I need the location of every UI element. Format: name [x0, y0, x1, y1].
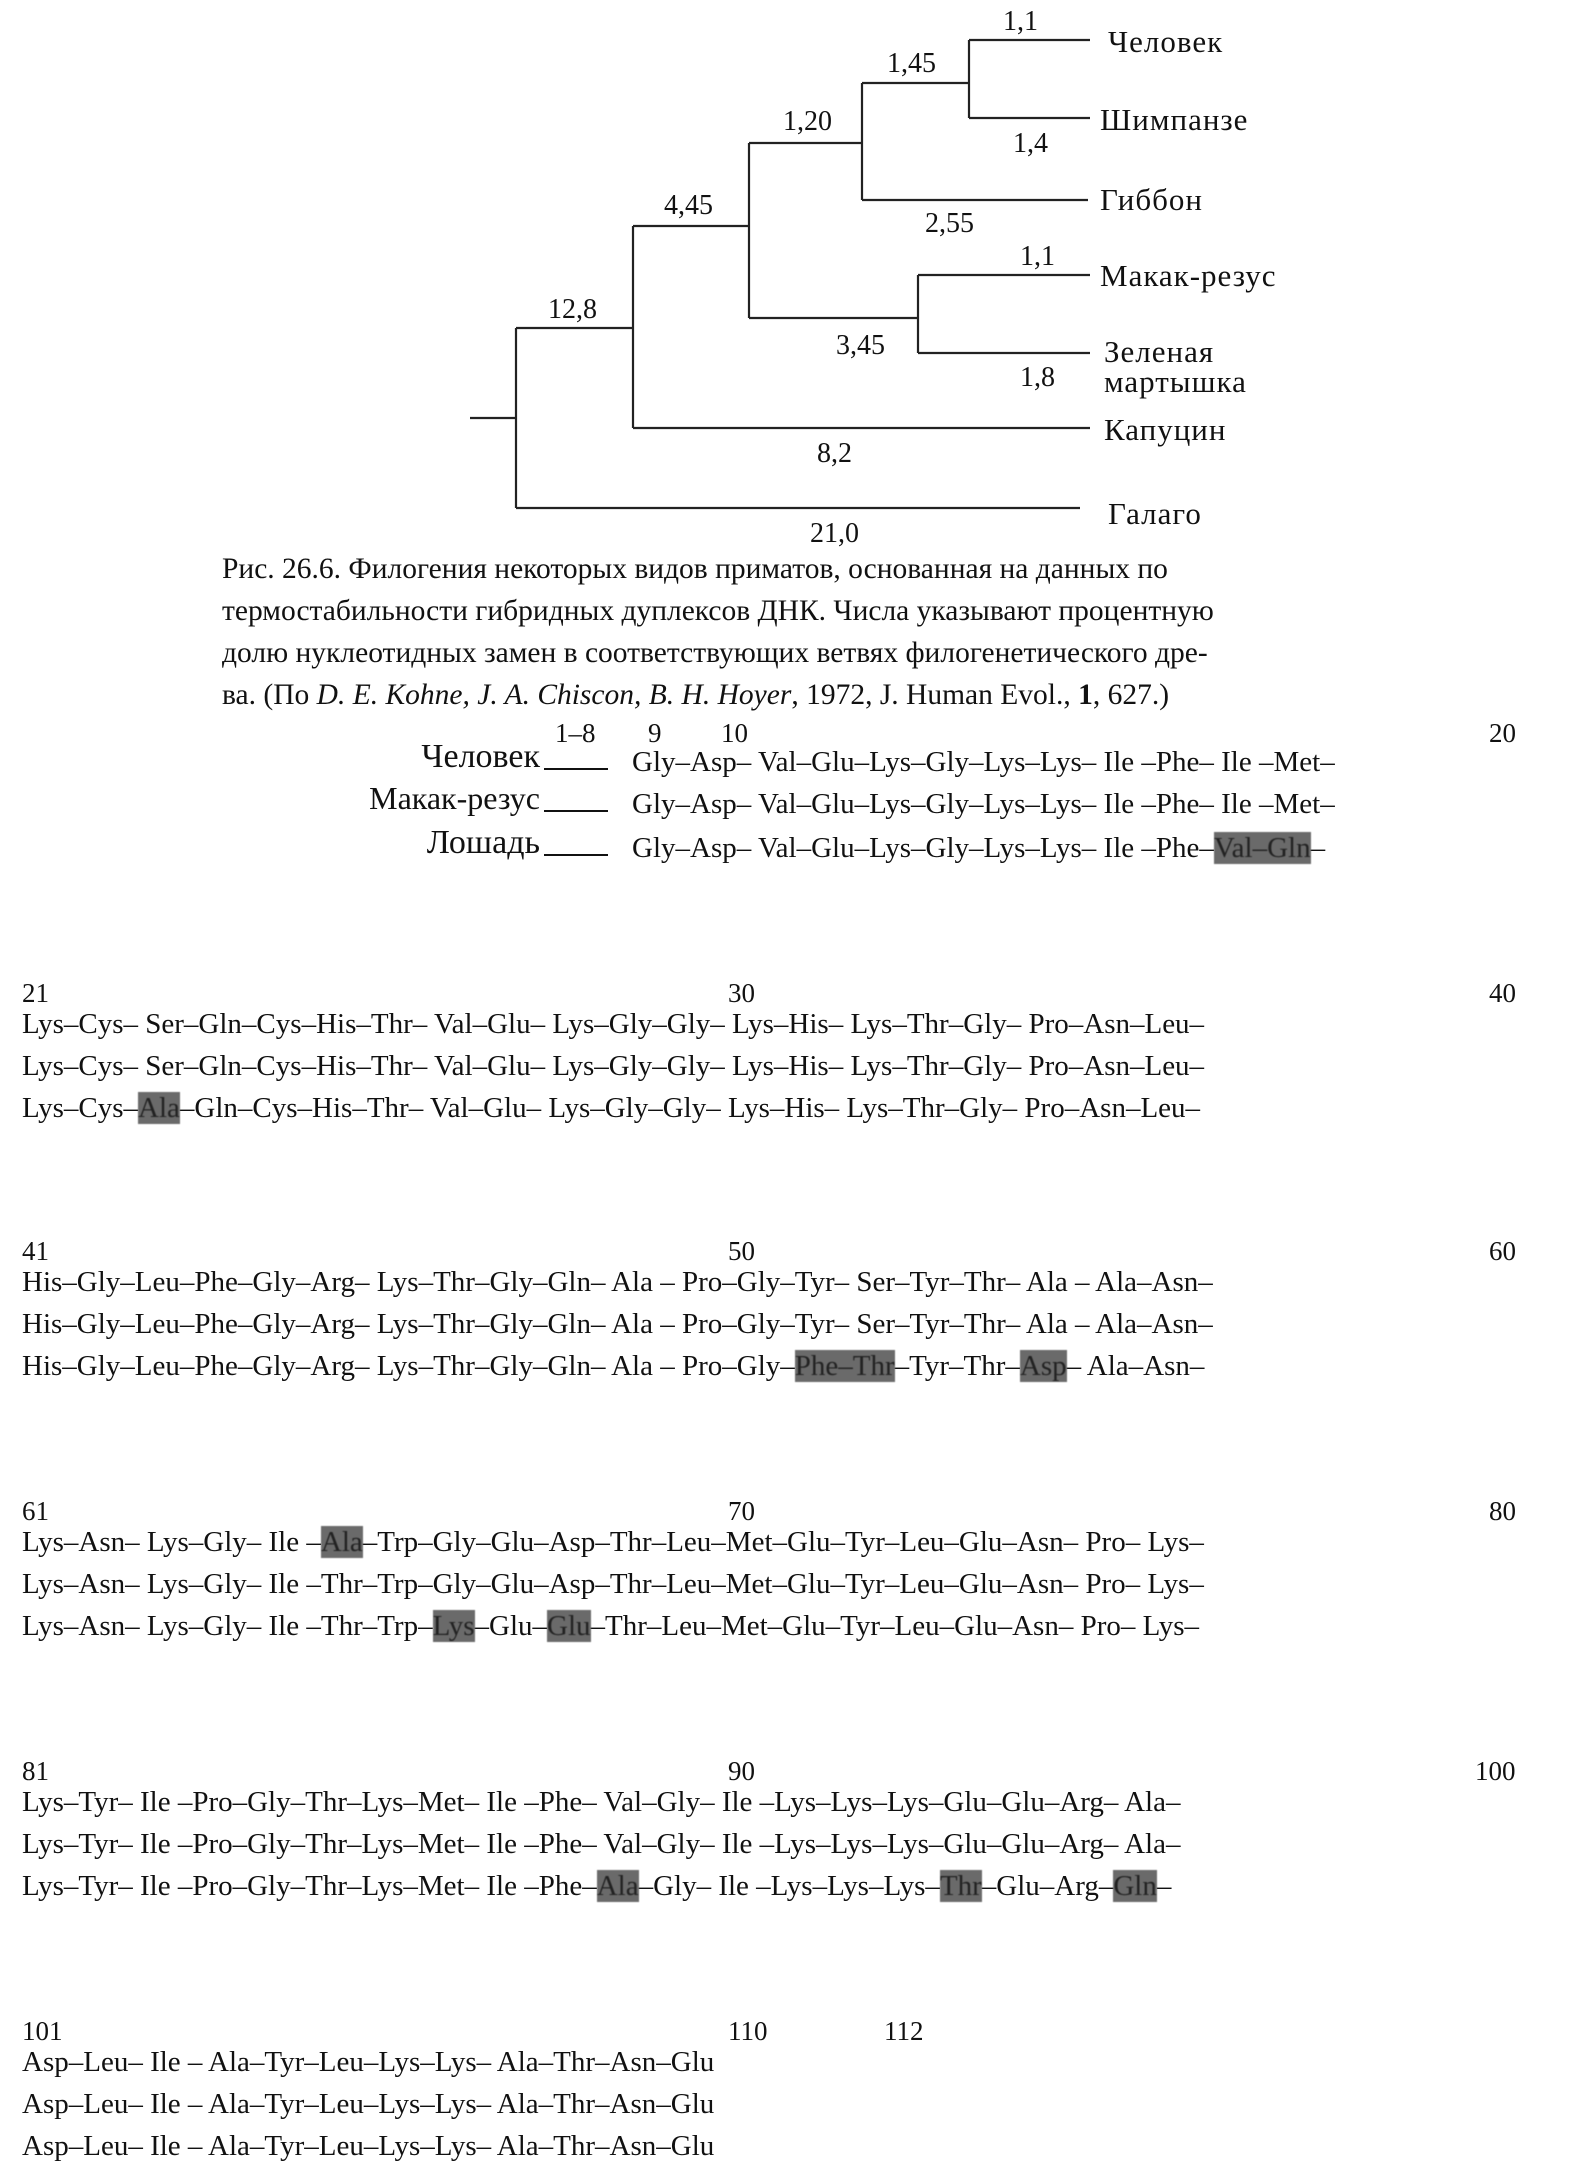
species-human: Человек	[421, 738, 540, 775]
figure-caption	[222, 548, 1547, 716]
taxon-human: Человек	[1108, 24, 1224, 59]
substitution-highlight: Thr	[939, 1870, 982, 1902]
taxon-galago: Галаго	[1108, 496, 1202, 531]
substitution-highlight: Glu	[547, 1610, 591, 1642]
residue-number: 112	[884, 2016, 924, 2046]
substitution-highlight: Ala	[596, 1870, 639, 1902]
taxon-gibbon: Гиббон	[1100, 182, 1203, 217]
caption-authors: D. E. Kohne, J. A. Chiscon, B. H. Hoyer	[316, 679, 792, 711]
taxon-chimpanzee: Шимпанзе	[1100, 102, 1249, 137]
sequence-row-horse: Asp–Leu– Ile – Ala–Tyr–Leu–Lys–Lys– Ala–Thr–Asn–Glu	[22, 2130, 715, 2162]
leader-line	[544, 810, 608, 812]
species-rhesus: Макак-резус	[369, 780, 540, 816]
caption-line: Рис. 26.6. Филогения некоторых видов приматов, основанная на данных по	[222, 553, 1168, 585]
sequence-row-human: Asp–Leu– Ile – Ala–Tyr–Leu–Lys–Lys– Ala–Thr–Asn–Glu	[22, 2046, 715, 2078]
residue-number: 21	[22, 978, 49, 1008]
branch-label-gibbon: 2,55	[925, 208, 974, 239]
caption-line: ва. (По D. E. Kohne, J. A. Chiscon, B. H. Hoyer, 1972, J. Human Evol., 1, 627.)	[222, 679, 1170, 711]
residue-number: 20	[1489, 718, 1516, 748]
residue-number: 30	[728, 978, 755, 1008]
sequence-row-human: Lys–Asn– Lys–Gly– Ile –Ala–Trp–Gly–Glu–Asp–Thr–Leu–Met–Glu–Tyr–Leu–Glu–Asn– Pro– Lys–	[22, 1526, 1204, 1558]
sequence-row-human: Gly–Asp– Val–Glu–Lys–Gly–Lys–Lys– Ile –Phe– Ile –Met–	[632, 746, 1335, 778]
sequence-row-horse: Lys–Asn– Lys–Gly– Ile –Thr–Trp–Lys–Glu–Glu–Thr–Leu–Met–Glu–Tyr–Leu–Glu–Asn– Pro– Lys–	[22, 1610, 1200, 1642]
leader-line	[544, 768, 608, 770]
branch-label-capuchin: 8,2	[817, 438, 852, 469]
branch-label-anthropoid: 12,8	[548, 294, 597, 325]
substitution-highlight: Asp	[1019, 1350, 1067, 1382]
sequence-row-rhesus: Asp–Leu– Ile – Ala–Tyr–Leu–Lys–Lys– Ala–Thr–Asn–Glu	[22, 2088, 715, 2120]
phylogeny-tree	[0, 0, 1572, 548]
branch-label-cercopithecid: 3,45	[836, 330, 885, 361]
sequence-row-human: Lys–Tyr– Ile –Pro–Gly–Thr–Lys–Met– Ile –Phe– Val–Gly– Ile –Lys–Lys–Lys–Glu–Glu–Arg– Ala–	[22, 1786, 1181, 1818]
sequence-row-horse: Gly–Asp– Val–Glu–Lys–Gly–Lys–Lys– Ile –Phe–Val–Gln–	[632, 832, 1326, 864]
substitution-highlight: Val–Gln	[1213, 832, 1311, 864]
sequence-row-rhesus: Gly–Asp– Val–Glu–Lys–Gly–Lys–Lys– Ile –Phe– Ile –Met–	[632, 788, 1335, 820]
sequence-block-6	[22, 2016, 1562, 2166]
substitution-highlight: Ala	[320, 1526, 363, 1558]
residue-number: 81	[22, 1756, 49, 1786]
branch-label-hominoid: 1,20	[783, 106, 832, 137]
branch-label-chimp: 1,4	[1013, 128, 1048, 159]
sequence-block-1	[0, 718, 1572, 868]
residue-number: 41	[22, 1236, 49, 1266]
substitution-highlight: Gln	[1113, 1870, 1157, 1902]
residue-number: 10	[721, 718, 748, 748]
caption-line: долю нуклеотидных замен в соответствующих ветвях филогенетического дре-	[222, 637, 1208, 669]
sequence-block-2	[22, 978, 1562, 1124]
sequence-row-rhesus: His–Gly–Leu–Phe–Gly–Arg– Lys–Thr–Gly–Gln– Ala – Pro–Gly–Tyr– Ser–Tyr–Thr– Ala – Ala–Asn–	[22, 1308, 1213, 1340]
residue-number: 50	[728, 1236, 755, 1266]
caption-line: термостабильности гибридных дуплексов ДНК. Числа указывают процентную	[222, 595, 1214, 627]
residue-number: 9	[648, 718, 662, 748]
sequence-row-horse: Lys–Tyr– Ile –Pro–Gly–Thr–Lys–Met– Ile –Phe–Ala–Gly– Ile –Lys–Lys–Lys–Thr–Glu–Arg–Gln–	[22, 1870, 1172, 1902]
residue-number: 40	[1489, 978, 1516, 1008]
branch-label-human: 1,1	[1003, 6, 1038, 37]
sequence-row-horse: His–Gly–Leu–Phe–Gly–Arg– Lys–Thr–Gly–Gln– Ala – Pro–Gly–Phe–Thr–Tyr–Thr–Asp– Ala–Asn–	[22, 1350, 1205, 1382]
residue-number: 70	[728, 1496, 755, 1526]
sequence-row-rhesus: Lys–Tyr– Ile –Pro–Gly–Thr–Lys–Met– Ile –Phe– Val–Gly– Ile –Lys–Lys–Lys–Glu–Glu–Arg– Ala–	[22, 1828, 1181, 1860]
sequence-row-rhesus: Lys–Cys– Ser–Gln–Cys–His–Thr– Val–Glu– Lys–Gly–Gly– Lys–His– Lys–Thr–Gly– Pro–Asn–Leu–	[22, 1050, 1205, 1082]
taxon-rhesus: Макак-резус	[1100, 258, 1277, 293]
residue-number: 101	[22, 2016, 63, 2046]
substitution-highlight: Phe–Thr	[794, 1350, 895, 1382]
sequence-block-3	[22, 1236, 1562, 1382]
taxon-green-monkey-1: Зеленая	[1104, 334, 1215, 369]
leader-line	[544, 854, 608, 856]
residue-number: 60	[1489, 1236, 1516, 1266]
sequence-block-4	[22, 1496, 1562, 1642]
substitution-highlight: Lys	[432, 1610, 475, 1642]
substitution-highlight: Ala	[138, 1092, 180, 1124]
branch-label-catarrhine: 4,45	[664, 190, 713, 221]
taxon-capuchin: Капуцин	[1104, 412, 1227, 447]
residue-number: 100	[1475, 1756, 1516, 1786]
residue-number: 90	[728, 1756, 755, 1786]
residue-number: 110	[728, 2016, 768, 2046]
sequence-row-horse: Lys–Cys–Ala–Gln–Cys–His–Thr– Val–Glu– Lys–Gly–Gly– Lys–His– Lys–Thr–Gly– Pro–Asn–Leu–	[22, 1092, 1201, 1124]
branch-label-human-chimp: 1,45	[887, 48, 936, 79]
species-horse: Лошадь	[426, 824, 540, 861]
residue-number: 1–8	[555, 718, 596, 748]
taxon-green-monkey-2: мартышка	[1104, 364, 1247, 399]
sequence-row-human: Lys–Cys– Ser–Gln–Cys–His–Thr– Val–Glu– Lys–Gly–Gly– Lys–His– Lys–Thr–Gly– Pro–Asn–Leu–	[22, 1008, 1205, 1040]
sequence-row-rhesus: Lys–Asn– Lys–Gly– Ile –Thr–Trp–Gly–Glu–Asp–Thr–Leu–Met–Glu–Tyr–Leu–Glu–Asn– Pro– Lys–	[22, 1568, 1204, 1600]
branch-label-macaque: 1,1	[1020, 241, 1055, 272]
sequence-row-human: His–Gly–Leu–Phe–Gly–Arg– Lys–Thr–Gly–Gln– Ala – Pro–Gly–Tyr– Ser–Tyr–Thr– Ala – Ala–Asn–	[22, 1266, 1213, 1298]
branch-label-galago: 21,0	[810, 518, 859, 548]
residue-number: 61	[22, 1496, 49, 1526]
branch-label-green-monkey: 1,8	[1020, 362, 1055, 393]
sequence-block-5	[22, 1756, 1562, 1902]
residue-number: 80	[1489, 1496, 1516, 1526]
